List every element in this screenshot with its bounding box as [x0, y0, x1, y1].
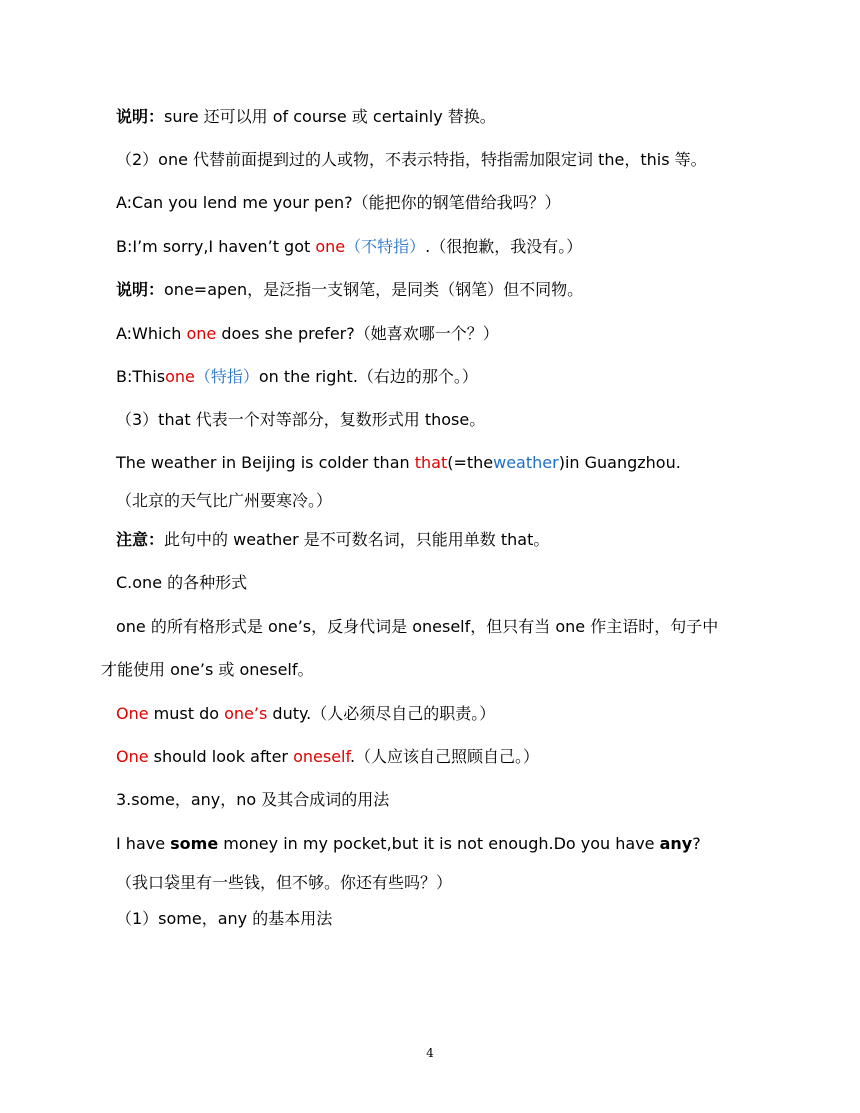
- translation-text: （我口袋里有一些钱，但不够。你还有些吗？）: [116, 873, 453, 892]
- note-label: 说明：: [116, 280, 165, 299]
- note-text: sure 还可以用 of course 或 certainly 替换。: [164, 107, 496, 126]
- example-line: [116, 703, 495, 725]
- example-text: on the right.（右边的那个。）: [258, 367, 478, 386]
- highlight-one: one: [165, 367, 195, 386]
- paragraph-text: one 的所有格形式是 one’s，反身代词是 oneself，但只有当 one 作主语时，句子中: [116, 617, 719, 636]
- bold-any: any: [659, 834, 693, 853]
- highlight-weather: weather: [493, 453, 559, 472]
- highlight-one: one: [315, 237, 346, 256]
- example-text: must do: [148, 704, 225, 723]
- example-a-line: [116, 192, 561, 214]
- example-text: B:I’m sorry,I haven’t got: [116, 237, 316, 256]
- note-label: 说明：: [116, 107, 165, 126]
- highlight-one: One: [116, 747, 149, 766]
- translation-text: （北京的天气比广州要寒冷。）: [116, 491, 333, 510]
- example-line: [116, 833, 701, 855]
- heading-text: 3.some，any，no 及其合成词的用法: [116, 790, 390, 809]
- highlight-one: one: [186, 324, 217, 343]
- example-text: B:This: [116, 367, 166, 386]
- translation-line: [116, 872, 452, 894]
- paragraph-line: [116, 616, 718, 638]
- bold-some: some: [170, 834, 219, 853]
- subsection-heading: [116, 908, 332, 930]
- paragraph-line-continued: [101, 659, 314, 681]
- rule-3-line: [116, 409, 485, 431]
- rule-2-line: [116, 149, 707, 171]
- highlight-oneself: oneself: [293, 747, 350, 766]
- annotation-specific: （特指）: [194, 367, 259, 386]
- example-text: should look after: [148, 747, 294, 766]
- example-line: [116, 452, 681, 474]
- example-a-line: [116, 323, 499, 345]
- example-text: duty.（人必须尽自己的职责。）: [267, 704, 496, 723]
- attention-line: [116, 529, 549, 551]
- example-text: A:Which: [116, 324, 187, 343]
- example-text: .（人应该自己照顾自己。）: [349, 747, 540, 766]
- heading-text: C.one 的各种形式: [116, 573, 248, 592]
- example-text: does she prefer?（她喜欢哪一个？）: [216, 324, 499, 343]
- highlight-ones: one’s: [224, 704, 268, 723]
- paragraph-text: 才能使用 one’s 或 oneself。: [101, 660, 314, 679]
- example-line: [116, 746, 539, 768]
- note-text: one=apen，是泛指一支钢笔，是同类（钢笔）但不同物。: [164, 280, 584, 299]
- example-text: A:Can you lend me your pen?（能把你的钢笔借给我吗？）: [116, 193, 561, 212]
- note-line: [116, 106, 496, 128]
- example-b-line: [116, 236, 582, 258]
- attention-label: 注意：: [116, 530, 165, 549]
- example-b-line: [116, 366, 478, 388]
- page-number: 4: [426, 1046, 434, 1060]
- attention-text: 此句中的 weather 是不可数名词，只能用单数 that。: [164, 530, 550, 549]
- example-text: ?: [692, 834, 701, 853]
- highlight-that: that: [414, 453, 448, 472]
- example-text: money in my pocket,but it is not enough.Do you have: [218, 834, 660, 853]
- example-text: The weather in Beijing is colder than: [116, 453, 415, 472]
- rule-text: （2）one 代替前面提到过的人或物，不表示特指，特指需加限定词 the，this 等。: [116, 150, 707, 169]
- example-text: )in Guangzhou.: [558, 453, 681, 472]
- section-heading: [116, 572, 247, 594]
- example-text: I have: [116, 834, 171, 853]
- example-text: .（很抱歉，我没有。）: [425, 237, 583, 256]
- translation-line: [116, 490, 332, 512]
- section-heading: [116, 789, 389, 811]
- note-line: [116, 279, 583, 301]
- highlight-one: One: [116, 704, 149, 723]
- example-text: (=the: [447, 453, 494, 472]
- rule-text: （3）that 代表一个对等部分，复数形式用 those。: [116, 410, 486, 429]
- heading-text: （1）some，any 的基本用法: [116, 909, 333, 928]
- annotation-nonspecific: （不特指）: [345, 237, 426, 256]
